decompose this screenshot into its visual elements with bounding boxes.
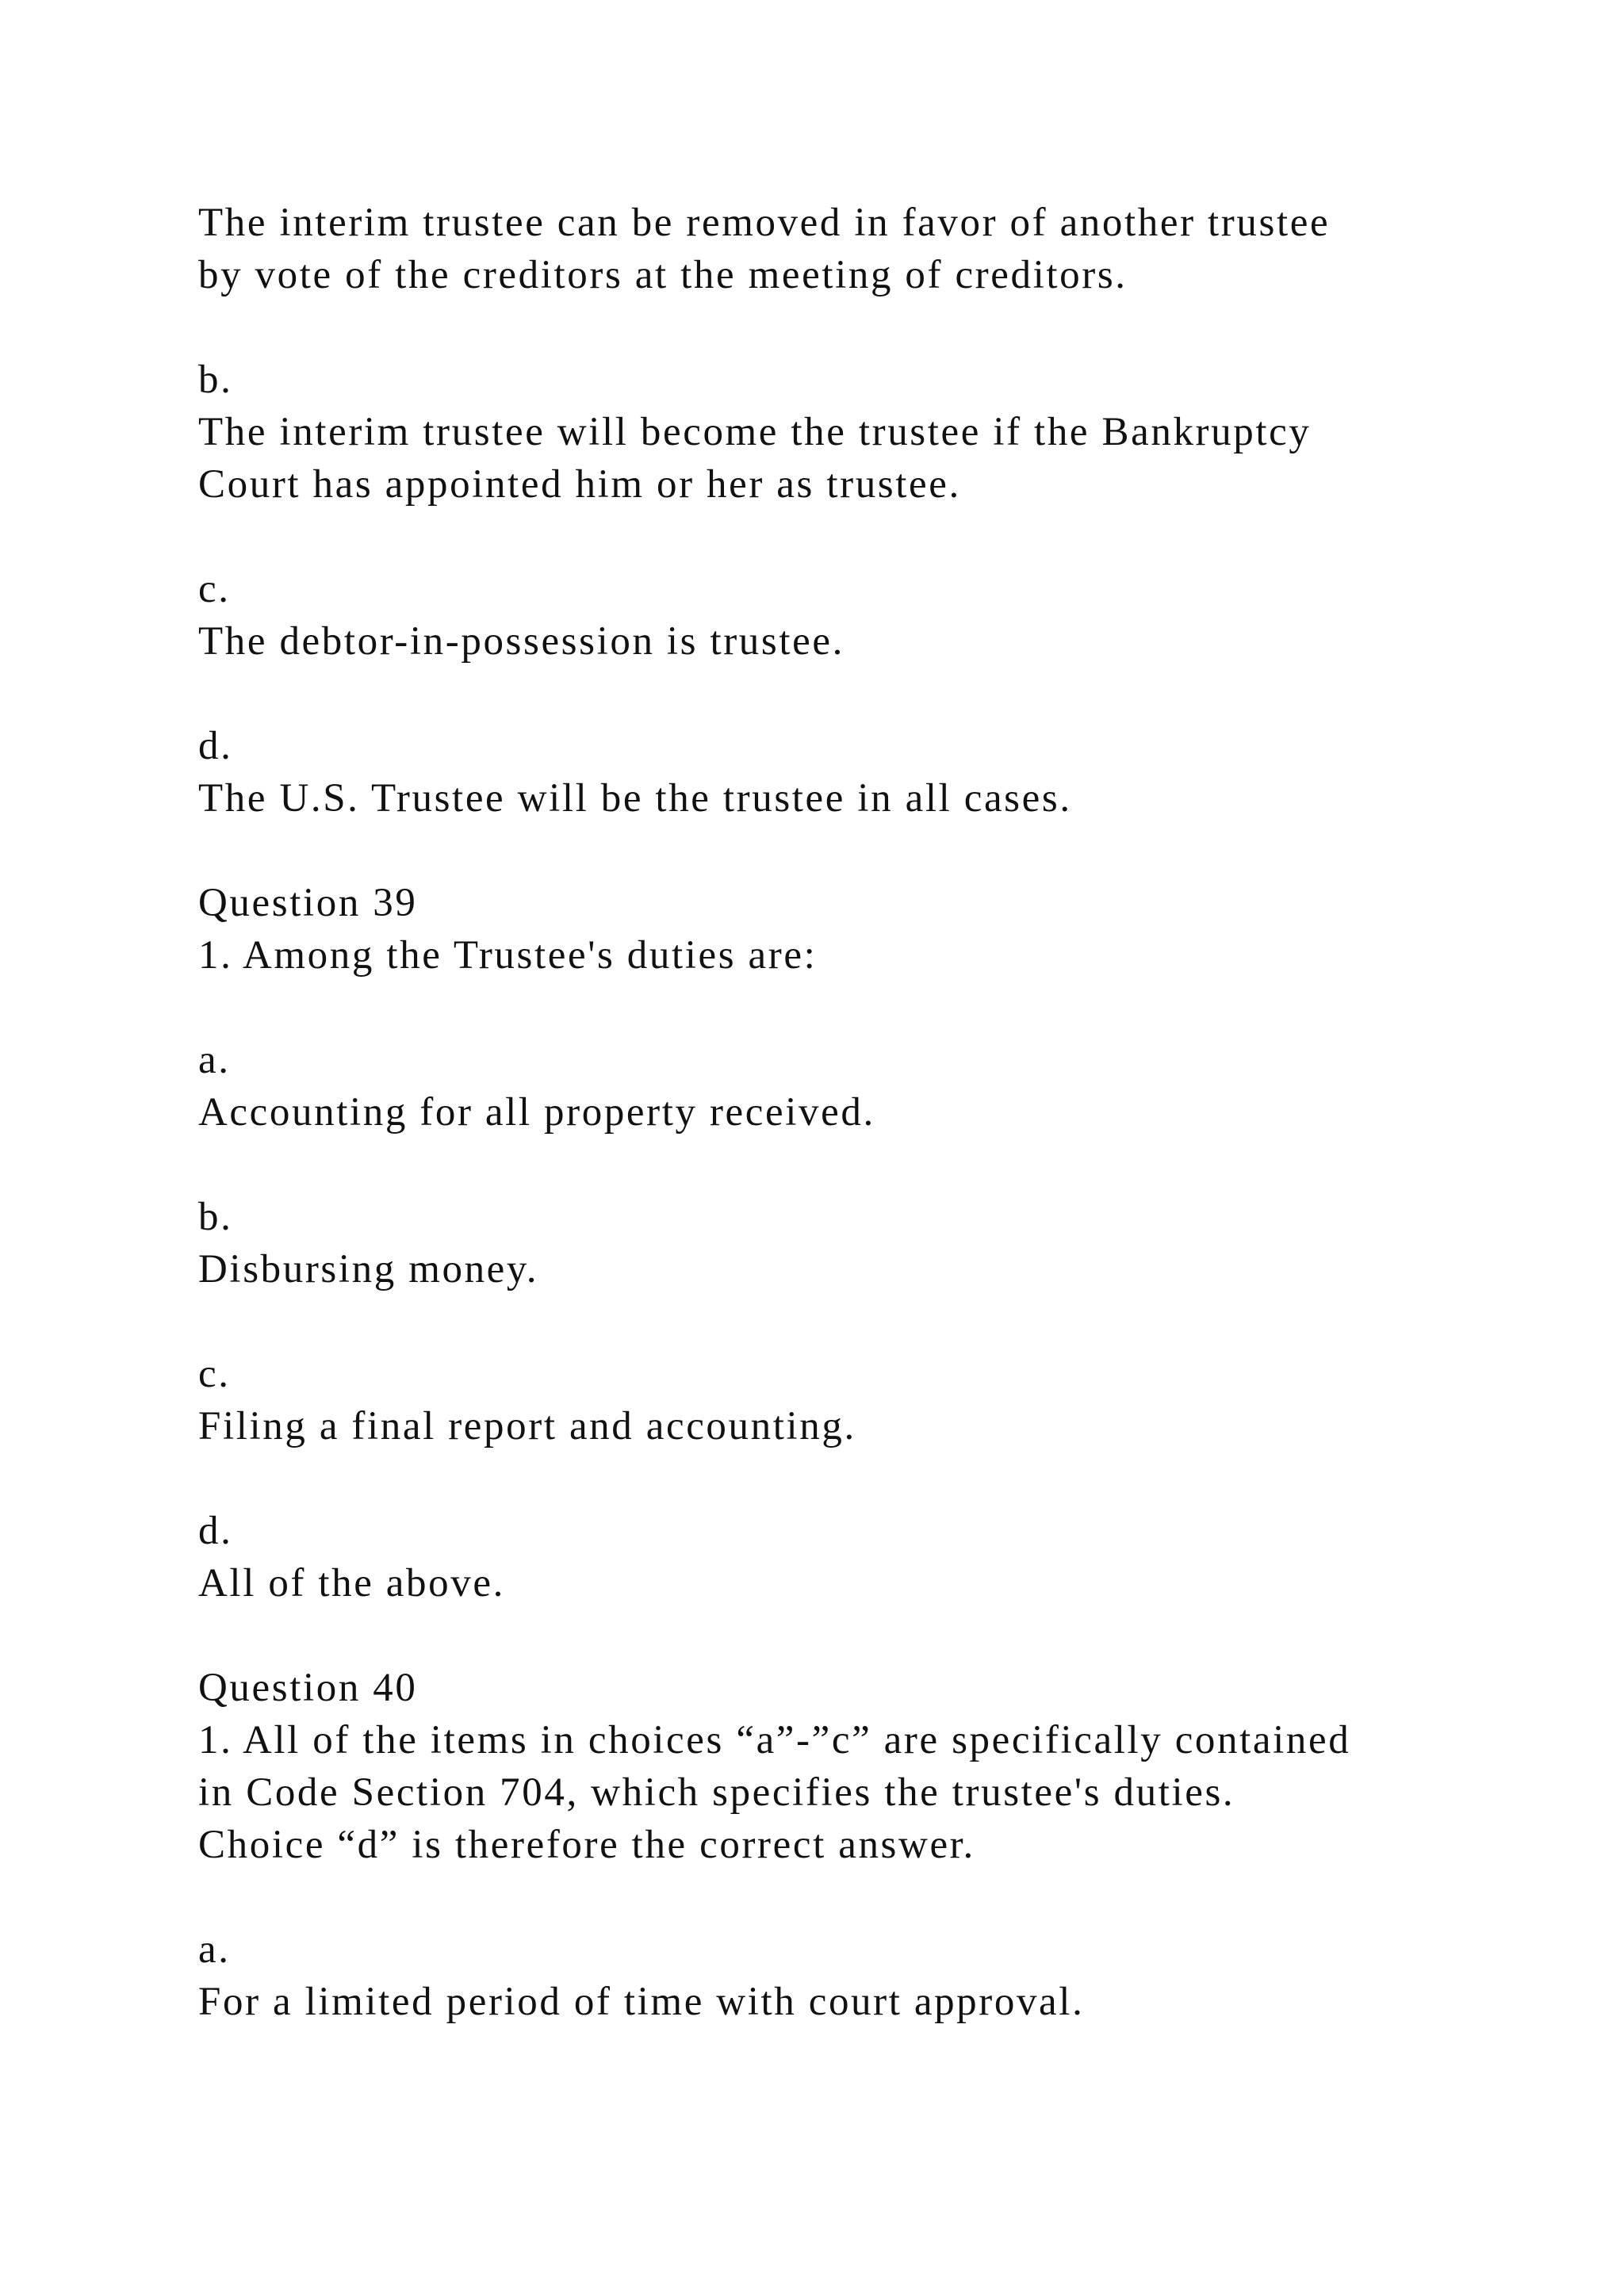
option-text: The debtor-in-possession is trustee. xyxy=(198,619,845,664)
question-prompt: Choice “d” is therefore the correct answer. xyxy=(198,1823,975,1867)
text-line: by vote of the creditors at the meeting of creditors. xyxy=(198,253,1128,297)
question-heading: Question 39 xyxy=(198,881,418,925)
paragraph-gap xyxy=(198,825,1483,877)
option-letter: a. xyxy=(198,1038,231,1082)
option-text: The interim trustee will become the trustee if the Bankruptcy xyxy=(198,410,1312,454)
option-text: Court has appointed him or her as trustee. xyxy=(198,462,961,507)
option-c xyxy=(198,563,1483,668)
option-a xyxy=(198,1034,1483,1138)
option-letter: a. xyxy=(198,1927,231,1972)
question-39 xyxy=(198,877,1483,1609)
question-40 xyxy=(198,1662,1483,2028)
option-letter: c. xyxy=(198,1352,231,1396)
option-text: The U.S. Trustee will be the trustee in all cases. xyxy=(198,776,1072,821)
option-d xyxy=(198,1505,1483,1609)
paragraph-gap xyxy=(198,668,1483,720)
option-letter: b. xyxy=(198,1195,233,1239)
option-text: Filing a final report and accounting. xyxy=(198,1404,856,1448)
option-letter: d. xyxy=(198,1509,233,1553)
text-line: The interim trustee can be removed in favor of another trustee xyxy=(198,201,1331,245)
option-text: Disbursing money. xyxy=(198,1247,539,1292)
paragraph-gap xyxy=(198,511,1483,563)
paragraph-gap xyxy=(198,1871,1483,1923)
paragraph-gap xyxy=(198,1295,1483,1348)
option-text: Accounting for all property received. xyxy=(198,1090,875,1135)
document-page xyxy=(198,197,1483,2028)
option-text: All of the above. xyxy=(198,1561,505,1605)
option-c xyxy=(198,1348,1483,1452)
option-letter: c. xyxy=(198,567,231,611)
intro-option-text xyxy=(198,197,1483,301)
option-b xyxy=(198,354,1483,511)
question-prompt: 1. All of the items in choices “a”-”c” are specifically contained xyxy=(198,1718,1351,1762)
paragraph-gap xyxy=(198,1609,1483,1662)
option-a xyxy=(198,1923,1483,2028)
option-letter: b. xyxy=(198,358,233,402)
option-b xyxy=(198,1191,1483,1295)
option-letter: d. xyxy=(198,724,233,768)
question-prompt: in Code Section 704, which specifies the trustee's duties. xyxy=(198,1770,1235,1815)
paragraph-gap xyxy=(198,1138,1483,1191)
question-heading: Question 40 xyxy=(198,1666,418,1710)
question-prompt: 1. Among the Trustee's duties are: xyxy=(198,933,818,978)
option-d xyxy=(198,720,1483,825)
paragraph-gap xyxy=(198,982,1483,1034)
option-text: For a limited period of time with court approval. xyxy=(198,1980,1085,2024)
paragraph-gap xyxy=(198,301,1483,354)
paragraph-gap xyxy=(198,1452,1483,1505)
